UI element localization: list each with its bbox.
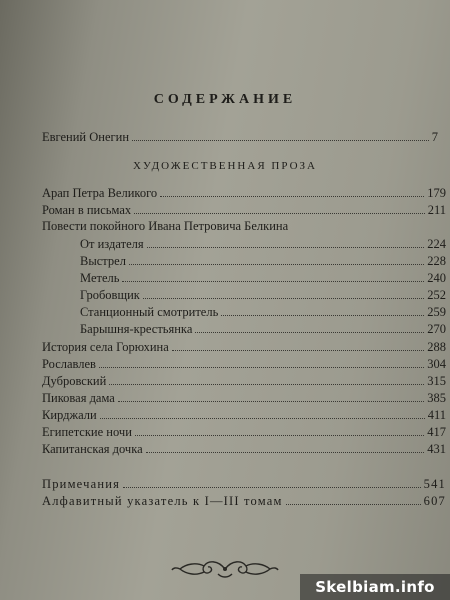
dot-leader — [129, 253, 424, 265]
toc-entry-title: Пиковая дама — [42, 391, 115, 405]
toc-entry-page: 252 — [427, 288, 446, 302]
contents-heading: СОДЕРЖАНИЕ — [153, 92, 297, 107]
dot-leader — [143, 287, 424, 299]
dot-leader — [134, 202, 425, 214]
toc-entry-title: Арап Петра Великого — [42, 186, 158, 200]
dot-leader — [118, 390, 424, 402]
toc-entry-page: 240 — [427, 271, 446, 285]
toc-entry-title: Алфавитный указатель к I—III томам — [42, 494, 283, 508]
toc-entry-title: Станционный смотритель — [80, 305, 219, 319]
toc-entry-page: 411 — [427, 408, 446, 422]
toc-entry-page: 228 — [427, 254, 446, 268]
toc-entry-page: 607 — [423, 494, 446, 508]
toc-entry-page: 270 — [427, 322, 446, 336]
toc-entry-title: Египетские ночи — [42, 425, 132, 439]
toc-entry-title: Примечания — [42, 477, 121, 491]
toc-entry — [42, 493, 446, 509]
toc-entry — [42, 356, 446, 372]
toc-entry — [42, 129, 438, 145]
toc-entry — [42, 407, 446, 423]
toc-entry-title: Повести покойного Ивана Петровича Белкина — [42, 219, 289, 233]
toc-entry-title: Дубровский — [42, 374, 107, 388]
dot-leader — [147, 236, 425, 248]
toc-entry-page: 259 — [427, 305, 446, 319]
toc-entry-page: 179 — [427, 186, 446, 200]
toc-subentry — [80, 287, 446, 303]
dot-leader — [286, 493, 421, 505]
toc-subentry — [80, 253, 446, 269]
toc-entry — [42, 185, 446, 201]
toc-entry — [42, 441, 446, 457]
toc-subentry — [80, 236, 446, 252]
dot-leader — [100, 407, 425, 419]
dot-leader — [172, 339, 424, 351]
toc-entry-page: 224 — [427, 237, 446, 251]
section-heading: ХУДОЖЕСТВЕННАЯ ПРОЗА — [133, 160, 317, 172]
toc-entry-page: 431 — [427, 442, 446, 456]
toc-entry-title: Метель — [80, 271, 120, 285]
toc-entry-page: 315 — [427, 374, 446, 388]
toc-entry — [42, 424, 446, 440]
toc-entry-page: 7 — [431, 130, 438, 144]
toc-entry-title: Капитанская дочка — [42, 442, 143, 456]
toc-entry — [42, 373, 446, 389]
toc-entry-title: Рославлев — [42, 357, 96, 371]
dot-leader — [99, 356, 424, 368]
decorative-ornament-icon — [170, 556, 280, 582]
toc-subentry — [80, 304, 446, 320]
toc-entry-page: 417 — [427, 425, 446, 439]
dot-leader — [146, 441, 425, 453]
toc-entry-title: Гробовщик — [80, 288, 140, 302]
dot-leader — [221, 304, 424, 316]
dot-leader — [123, 476, 421, 488]
toc-entry-page: 385 — [427, 391, 446, 405]
toc-entry-title: Выстрел — [80, 254, 126, 268]
toc-entry-title: История села Горюхина — [42, 340, 169, 354]
toc-entry-group-heading — [42, 219, 446, 235]
toc-entry-page: 288 — [427, 340, 446, 354]
toc-entry — [42, 339, 446, 355]
watermark: Skelbiam.info — [300, 574, 450, 600]
toc-entry-title: Евгений Онегин — [42, 130, 130, 144]
toc-entry — [42, 390, 446, 406]
toc-entry-title: Роман в письмах — [42, 203, 132, 217]
dot-leader — [160, 185, 424, 197]
toc-entry-title: Кирджали — [42, 408, 97, 422]
toc-entry — [42, 476, 446, 492]
toc-entry-page: 211 — [427, 203, 446, 217]
toc-entry-title: От издателя — [80, 237, 144, 251]
toc-subentry — [80, 270, 446, 286]
toc-entry-title: Барышня-крестьянка — [80, 322, 193, 336]
toc-subentry — [80, 321, 446, 337]
toc-entry-page: 304 — [427, 357, 446, 371]
toc-entry — [42, 202, 446, 218]
dot-leader — [132, 129, 429, 141]
dot-leader — [195, 321, 424, 333]
dot-leader — [109, 373, 424, 385]
toc-entry-page: 541 — [423, 477, 446, 491]
dot-leader — [122, 270, 424, 282]
dot-leader — [135, 424, 424, 436]
